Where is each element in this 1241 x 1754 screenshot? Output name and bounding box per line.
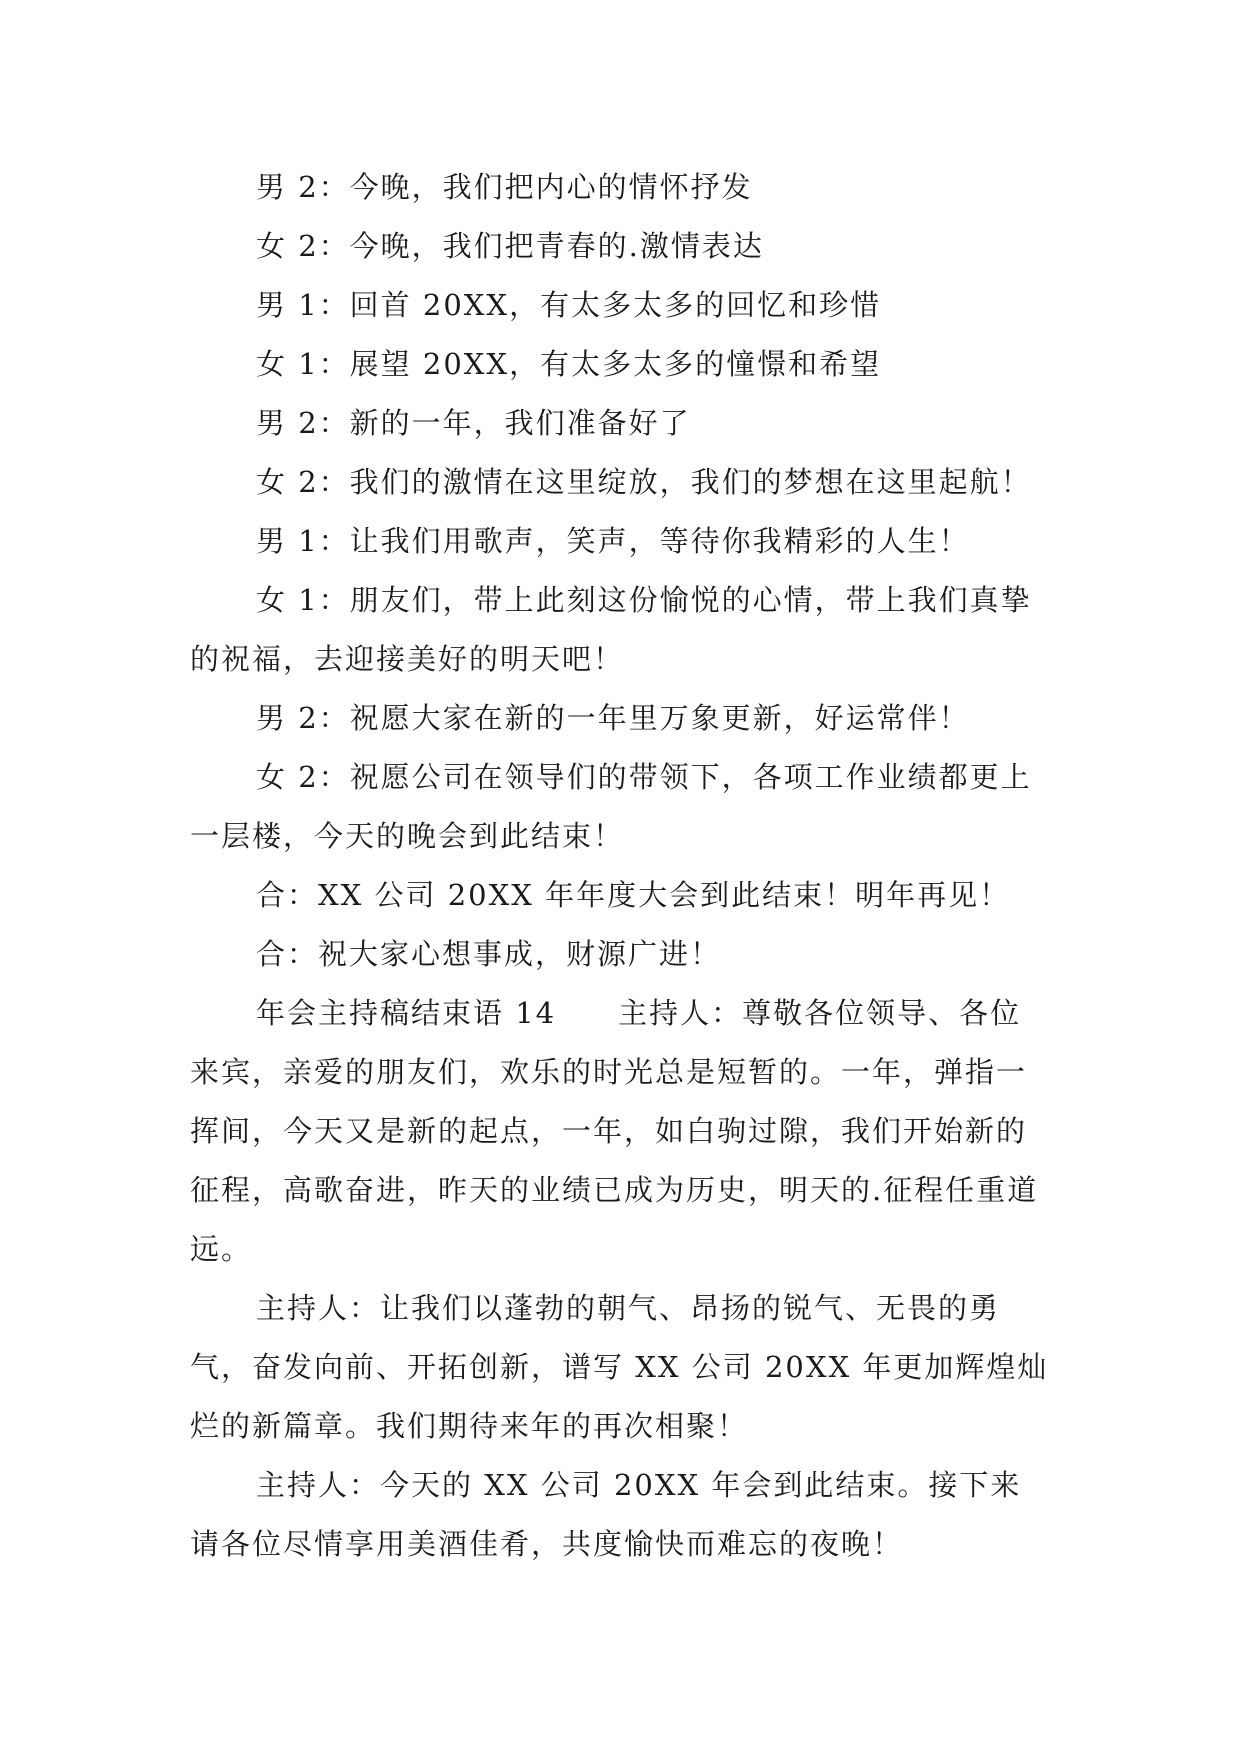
closing-speech-paragraph: 主持人：让我们以蓬勃的朝气、昂扬的锐气、无畏的勇气，奋发向前、开拓创新，谱写 XX 公司 20XX 年更加辉煌灿烂的新篇章。我们期待来年的再次相聚！ bbox=[190, 1291, 1049, 1443]
dialogue-line: 女 2：今晚，我们把青春的.激情表达 bbox=[256, 229, 764, 263]
dialogue-line: 男 1：让我们用歌声，笑声，等待你我精彩的人生！ bbox=[256, 524, 970, 558]
dialogue-line: 男 2：新的一年，我们准备好了 bbox=[256, 406, 691, 440]
document-body bbox=[190, 158, 1050, 1574]
dialogue-line: 女 1：展望 20XX，有太多太多的憧憬和希望 bbox=[256, 347, 882, 381]
dialogue-line: 女 1：朋友们，带上此刻这份愉悦的心情，带上我们真挚的祝福，去迎接美好的明天吧！ bbox=[190, 583, 1032, 676]
closing-speech-paragraph: 主持人：今天的 XX 公司 20XX 年会到此结束。接下来请各位尽情享用美酒佳肴，共度愉快而难忘的夜晚！ bbox=[190, 1468, 1022, 1561]
dialogue-line: 男 2：祝愿大家在新的一年里万象更新，好运常伴！ bbox=[256, 701, 970, 735]
dialogue-line: 女 2：我们的激情在这里绽放，我们的梦想在这里起航！ bbox=[256, 465, 1032, 499]
dialogue-line: 合：XX 公司 20XX 年年度大会到此结束！明年再见！ bbox=[256, 878, 1011, 912]
dialogue-line: 男 2：今晚，我们把内心的情怀抒发 bbox=[256, 170, 753, 204]
closing-speech-paragraph: 年会主持稿结束语 14 主持人：尊敬各位领导、各位来宾，亲爱的朋友们，欢乐的时光总是短暂的。一年，弹指一挥间，今天又是新的起点，一年，如白驹过隙，我们开始新的征程，高歌奋进，昨天的业绩已成为历史，明天的.征程任重道远。 bbox=[190, 996, 1039, 1266]
dialogue-line: 男 1：回首 20XX，有太多太多的回忆和珍惜 bbox=[256, 288, 882, 322]
dialogue-line: 女 2：祝愿公司在领导们的带领下，各项工作业绩都更上一层楼，今天的晚会到此结束！ bbox=[190, 760, 1032, 853]
dialogue-line: 合：祝大家心想事成，财源广进！ bbox=[256, 937, 722, 971]
